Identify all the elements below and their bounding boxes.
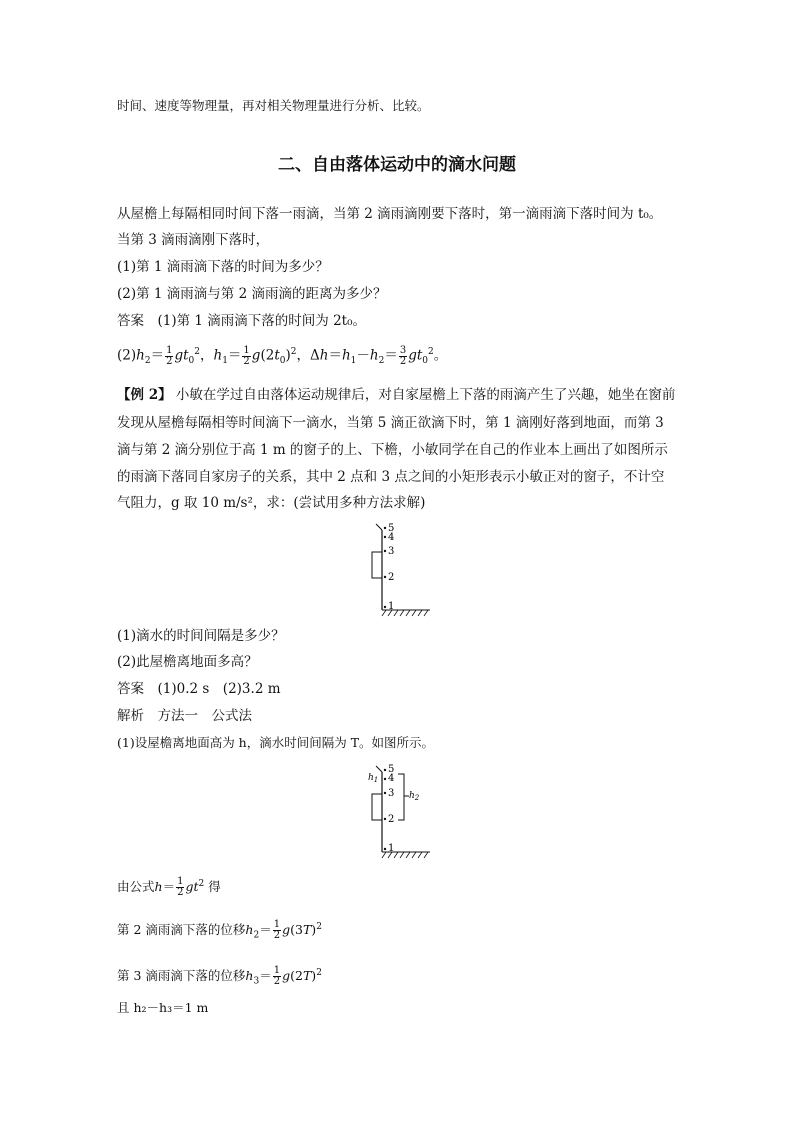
formula-prefix: (2) [117,347,137,364]
fraction-one-half: $\frac{1}{2}$ [273,965,281,988]
h1-label: $h_1$ [368,773,379,784]
example2-question2: (2)此屋檐离地面多高？ [117,654,258,670]
drop-label-4: 4 [388,532,395,543]
example2-question1: (1)滴水的时间间隔是多少？ [117,628,285,644]
raindrop-figure-2 [364,760,438,860]
formula-line-drop3: 第 3 滴雨滴下落的位移$h_3=$ $\frac{1}{2}$ $g(2T)^2$ [117,965,322,988]
example1-question1: (1)第 1 滴雨滴下落的时间为多少？ [117,259,329,275]
intro-line: 时间、速度等物理量，再对相关物理量进行分析、比较。 [117,98,430,113]
formula-line-h: 由公式h＝ $\frac{1}{2}$ $gt^2$ 得 [117,876,221,899]
h2-label: $h_2$ [409,791,420,802]
raindrop-figure-1 [360,518,440,618]
drop-label-3: 3 [388,788,395,799]
drop-label-2: 2 [388,814,395,825]
fraction-one-half: $\frac{1}{2}$ [177,876,184,899]
formula-line-drop2: 第 2 滴雨滴下落的位移$h_2=$ $\frac{1}{2}$ $g(3T)^2$ [117,919,322,942]
drop-label-4: 4 [388,773,395,784]
example2-analysis: 解析 方法一 公式法 [117,708,252,724]
example2-line1-text: 小敏在学过自由落体运动规律后，对自家屋檐上下落的雨滴产生了兴趣，她坐在窗前 [175,387,676,403]
example2-line5: 气阻力，g 取 10 m/s²，求：(尝试用多种方法求解) [117,495,426,511]
final-line: 且 h₂－h₃＝1 m [117,1000,209,1015]
section-title: 二、自由落体运动中的滴水问题 [278,155,516,175]
example1-formula-line: $(2)h_2=$ $\frac{1}{2}$ $gt_0^2$，$h_1=$ $\frac{1}{2}$ $g(2t_0)^2$，$\Delta h=h_1-h_2=$ $\frac{3}{2}$ $gt_0^2$。 [117,344,448,367]
drop-label-1: 1 [388,601,395,612]
fraction-one-half: $\frac{1}{2}$ [166,344,173,367]
drop-label-1: 1 [388,843,395,854]
example2-line1 [117,385,675,405]
drop-label-3: 3 [388,546,395,557]
fraction-one-half: $\frac{1}{2}$ [273,919,281,942]
drop-label-5: 5 [388,764,395,775]
example2-line4: 的雨滴下落同自家房子的关系，其中 2 点和 3 点之间的小矩形表示小敏正对的窗子，不计空 [117,469,665,485]
drop2-label: 第 2 滴雨滴下落的位移 [117,922,246,938]
example2-line2: 发现从屋檐每隔相等时间滴下一滴水，当第 5 滴正欲滴下时，第 1 滴刚好落到地面，而第 3 [117,415,664,431]
example1-line2: 当第 3 滴雨滴刚下落时， [117,232,270,248]
example2-tag: 【例 2】 [117,387,172,403]
example2-answer: 答案 (1)0.2 s (2)3.2 m [117,681,281,697]
example1-line1: 从屋檐上每隔相同时间下落一雨滴，当第 2 滴雨滴刚要下落时，第一滴雨滴下落时间为 t₀。 [117,206,663,222]
drop3-label: 第 3 滴雨滴下落的位移 [117,968,246,984]
example2-line3: 滴与第 2 滴分别位于高 1 m 的窗子的上、下檐，小敏同学在自己的作业本上画出了如图所示 [117,442,668,458]
example1-answer: 答案 (1)第 1 滴雨滴下落的时间为 2t₀。 [117,313,367,329]
drop-label-2: 2 [388,572,395,583]
example2-analysis-line1: (1)设屋檐离地面高为 h，滴水时间间隔为 T。如图所示。 [117,735,435,750]
drop-label-5: 5 [388,523,395,534]
example1-question2: (2)第 1 滴雨滴与第 2 滴雨滴的距离为多少？ [117,286,387,302]
formula-suffix: 得 [208,879,221,895]
fraction-one-half: $\frac{1}{2}$ [243,344,250,367]
formula-label: 由公式 [117,879,155,895]
fraction-three-half: $\frac{3}{2}$ [399,344,407,367]
